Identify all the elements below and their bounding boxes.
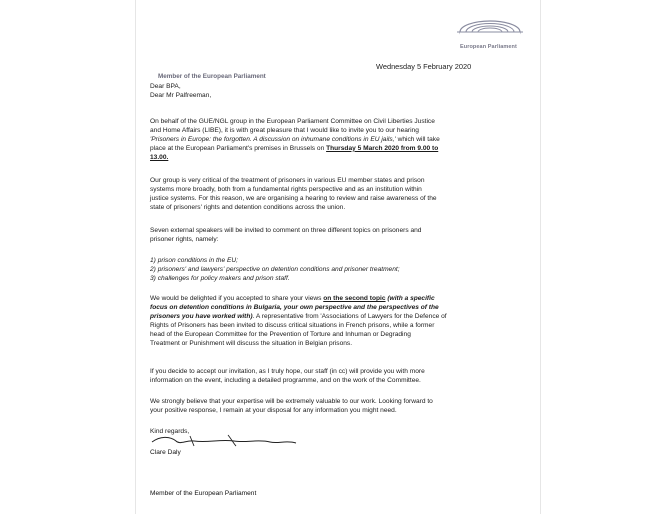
- text-line: [150, 136, 518, 145]
- salutation-line: Dear BPA,: [150, 83, 181, 90]
- list-item: 1) prison conditions in the EU;: [150, 257, 238, 264]
- salutation: [150, 83, 518, 101]
- text-line: state of prisoners' rights and detention conditions across the union.: [150, 203, 346, 211]
- text-line: We strongly believe that your expertise will be extremely valuable to our work. Looking forward to: [150, 398, 433, 405]
- text-line: Seven external speakers will be invited to comment on three different topics on prisoners and: [150, 227, 422, 234]
- topic-list: [150, 257, 518, 284]
- text-line: systems more broadly, both from a fundamental rights perspective and as an institution within: [150, 185, 422, 193]
- text-fragment: We would be delighted if you accepted to share your views: [150, 295, 324, 302]
- text-line: prisoner rights, namely:: [150, 235, 219, 243]
- hearing-title: 'Prisoners in Europe: the forgotten. A discussion on inhumane conditions in EU jails,': [150, 135, 396, 143]
- text-line: justice systems. For this reason, we are organising a hearing to review and raise awareness of the: [150, 194, 437, 202]
- logo-label: European Parliament: [460, 44, 517, 50]
- text-fragment: prisoners you have worked with): [150, 312, 253, 320]
- signatory-name: Clare Daly: [150, 449, 181, 456]
- text-line: [150, 145, 518, 154]
- list-item: 3) challenges for policy makers and prison staff.: [150, 274, 290, 282]
- letter-date: Wednesday 5 February 2020: [376, 62, 472, 71]
- text-line: head of the European Committee for the Prevention of Torture and Inhuman or Degrading: [150, 330, 411, 338]
- salutation-line: Dear Mr Palfreeman,: [150, 91, 212, 99]
- closing-phrase: Kind regards,: [150, 428, 190, 435]
- text-line: [150, 313, 518, 322]
- paragraph-context: [150, 177, 518, 213]
- text-line: information on the event, including a detailed programme, and on the work of the Committee.: [150, 376, 421, 384]
- text-fragment: . A representative from 'Associations of Lawyers for the Defence of: [252, 312, 447, 320]
- european-parliament-logo: [455, 10, 525, 44]
- second-topic: on the second topic: [323, 295, 386, 302]
- text-line: [150, 295, 518, 304]
- list-item: 2) prisoners' and lawyers' perspective on detention conditions and prisoner treatment;: [150, 265, 400, 273]
- hearing-time: 13.00.: [150, 153, 169, 161]
- text-line: and Home Affairs (LIBE), it is with great pleasure that I would like to invite you to our hearing: [150, 126, 419, 134]
- text-fragment: (with a specific: [385, 295, 435, 302]
- text-line: If you decide to accept our invitation, as I truly hope, our staff (in cc) will provide you with more: [150, 368, 425, 375]
- signatory-title: Member of the European Parliament: [150, 490, 257, 497]
- text-line: focus on detention conditions in Bulgaria, your own perspective and the perspectives of the: [150, 303, 439, 311]
- text-fragment: place at the European Parliament's premises in Brussels on: [150, 144, 327, 152]
- paragraph-speakers: [150, 227, 518, 245]
- sender-title: Member of the European Parliament: [158, 73, 266, 80]
- paragraph-invitation: [150, 118, 518, 163]
- paragraph-followup: [150, 368, 518, 386]
- text-line: Rights of Prisoners has been invited to discuss critical situations in French prisons, while a former: [150, 321, 435, 329]
- text-line: [150, 154, 518, 163]
- text-line: Treatment or Punishment will discuss the situation in Belgian prisons.: [150, 339, 353, 347]
- text-fragment: which will take: [395, 135, 440, 143]
- hearing-date: Thursday 5 March 2020 from 9.00 to: [326, 144, 439, 152]
- text-line: Our group is very critical of the treatment of prisoners in various EU member states and prison: [150, 177, 425, 184]
- paragraph-closing: [150, 398, 518, 416]
- text-line: On behalf of the GUE/NGL group in the European Parliament Committee on Civil Liberties Justice: [150, 118, 435, 125]
- text-line: your positive response, I remain at your disposal for any information you might need.: [150, 406, 397, 414]
- paragraph-request: [150, 295, 518, 348]
